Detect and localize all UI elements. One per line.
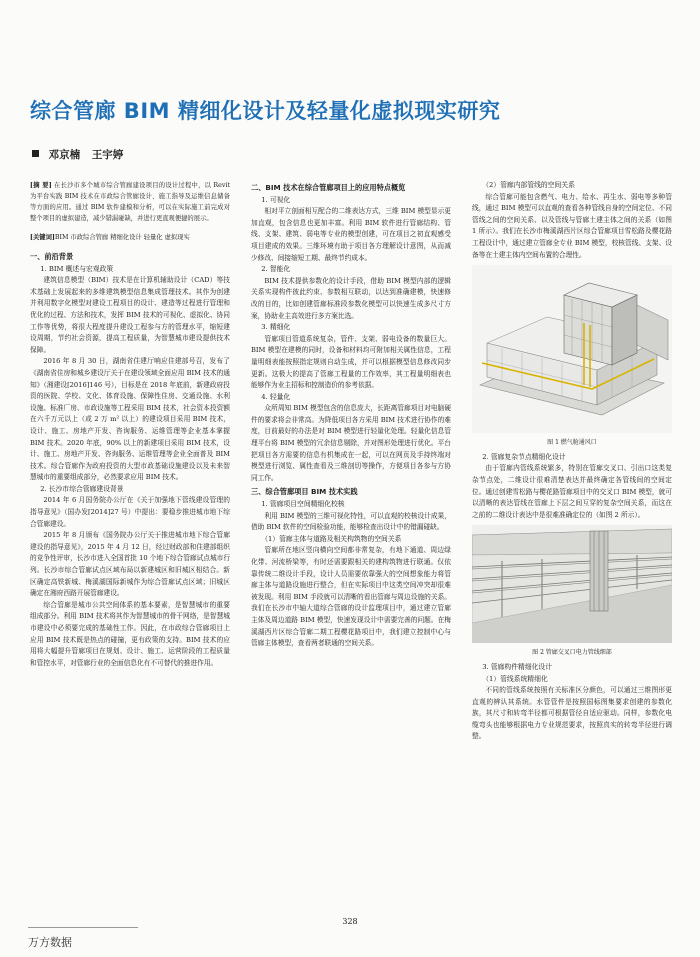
paragraph: 2015 年 8 月颁布《国务院办公厅关于推进城市地下综合管廊建设的指导意见》，2015 年 4 月 12 日，经过财政部和住建部组织的竞争性评审，长沙市进入全国首批 10 个地下综合管廊试点城市行列。长沙市综合管廊试点区域布局以新建城区和旧城区相结合。新区确定高铁新城、梅溪湖国际新城作为综合管廊试点区域；旧城区确定在湘府西路开展管廊建设。 <box>30 531 231 598</box>
subsection-heading: 2. 长沙市综合管廊建设背景 <box>40 484 124 493</box>
keywords-label: [关键词] <box>30 234 55 241</box>
section-heading: 三、综合管廊项目 BIM 技术实践 <box>251 487 358 497</box>
author-2: 王宇婷 <box>91 149 124 161</box>
section-heading: 一、前沿背景 <box>30 252 74 261</box>
paragraph: 综合管廊是城市公共空间体系的基本要素，是智慧城市的重要组成部分。利用 BIM 技术将其作为智慧城市的骨干网络，是智慧城市建设中必须要完成的基础性工作。因此，在市政综合管廊项目上应用 BIM 技术既是热点的碰撞，更有政策的支持。BIM 技术的应用将大幅提升管廊项目在规划、设计、施工、运营阶段的工程质量和管控水平，对管廊行业的全面信息化有不可替代的推进作用。 <box>30 600 230 667</box>
paragraph: 建筑信息模型（BIM）技术是在计算机辅助设计（CAD）等技术基础上发展起来的多维建筑模型信息集成管理技术。其作为创建并利用数字化模型对建设工程项目的设计、建造等过程进行管理和优化的过程、方法和技术，发挥 BIM 技术的可视化、虚拟化、协同工作等优势，将很大程度提升建设工程参与方的管理水平，缩短建设周期，节约社会资源，提高工程质量，为智慧城市建设提供技术保障。 <box>30 276 230 354</box>
paragraph: 管廊所在地区竖向横向空间都非常复杂，有地下通道、周边绿化带、河流桥梁等，有时还需要跟相关的建构筑物进行联通。仅依靠传统二维设计手段，设计人员需要依靠强大的空间想象能力将管廊主体与道路设施进行整合，但在实际项目中这类空间冲突却很难被发现。利用 BIM 手段就可以清晰的看出管廊与周边设施的关系。我们在长沙市中轴大道综合管廊的设计监理项目中，通过建立管廊主体及周边道路 BIM 模型，快速发现设计中需要完善的问题。在梅溪湖西片区综合管廊二期工程樱花路项目中，我们建立控制中心与管廊主体模型，查看两者联通的空间关系。 <box>251 546 451 648</box>
subsection-heading: 3. 精细化 <box>261 323 291 332</box>
tunnel-ventilation-model-image <box>472 265 672 433</box>
subsection-heading: 1. 管廊项目空间精细化校核 <box>261 500 345 509</box>
paragraph: 管廊项目管道系统复杂，管件、支架、弱电设备的数量巨大。BIM 模型在建模的同时，设备和材料均可附加相关属性信息，工程量明细表能按照指定规则自动生成，并可以根据模型信息修改同步更新。这极大的提高了管廊工程量的工作效率，其工程量明细表也能够作为业主招标和控制造价的参考依据。 <box>251 334 451 390</box>
keywords-text: BIM 市政综合管廊 精细化设计 轻量化 虚拟现实 <box>54 234 190 241</box>
page-number: 328 <box>342 917 358 926</box>
paragraph: 众所周知 BIM 模型包含的信息庞大，长距离管廊项目对电脑硬件的要求将会非常高。为降低项目各方采用 BIM 技术进行协作的难度，目前最好的办法是对 BIM 模型进行轻量化处理。轻量化信息管理平台将 BIM 模型的冗余信息剔除，并对图形处理进行优化。平台把项目各方需要的信息有机集成在一起，可以在网页及手持终端对模型进行浏览、属性查看及三维剖切等操作，方便项目各参与方协同工作。 <box>251 404 451 482</box>
column-1 <box>30 180 230 669</box>
figure-2-caption: 图 2 管廊交叉口电力管线细部 <box>532 648 612 656</box>
subsection-heading: 2. 智能化 <box>261 265 291 274</box>
keywords <box>30 232 230 243</box>
paragraph: BIM 技术提供参数化的设计手段，借助 BIM 模型内部的逻辑关系实现构件彼此约束、参数相互联动，以达到准确建模，快速修改的目的，比如创建管廊标准段参数化模型可以快速生成多尺寸方案，协助业主高效进行多方案比选。 <box>251 276 451 320</box>
author-1: 邓京楠 <box>48 149 81 161</box>
author-marker-icon <box>32 150 39 157</box>
subsection-heading: 2. 管廊复杂节点精细化设计 <box>482 452 566 461</box>
column-2 <box>251 180 451 650</box>
footer-divider <box>28 927 138 928</box>
page-title: 综合管廊 BIM 精细化设计及轻量化虚拟现实研究 <box>30 99 501 123</box>
subsection-heading: 3. 管廊构件精细化设计 <box>482 662 553 671</box>
paragraph: 利用 BIM 模型的三维可视化特性，可以直观的校核设计成果，借助 BIM 软件的空间检验功能，能够检查出设计中的错漏碰缺。 <box>251 511 451 532</box>
paragraph: 相对平立剖面相互配合的二维表达方式，三维 BIM 模型显示更加直观，包含信息也更加丰富。利用 BIM 软件进行管廊结构、管线、支架、建筑、弱电等专业的模型创建，可在项目之初直观感受项目建成的效果。三维环境有助于项目各方理解设计意图，从而减少修改、间接缩短工期、最终节约成本。 <box>251 207 451 262</box>
abstract <box>30 180 230 224</box>
paragraph: 2016 年 8 月 30 日，湖南省住建厅响应住建部号召，发布了《湖南省住房和城乡建设厅关于在建设领域全面应用 BIM 技术的通知》（湘建设[2016]146 号），目标是在 2018 年底前，新建政府投资的医院、学校、文化、体育设施、保障性住房、交通设施、水利设施、标准厂房、市政设施等工程采用 BIM 技术，社会资本投资额在六千万元以上（或 2 万 m² 以上）的建设项目采用 BIM 技术，设计、施工、房地产开发、咨询服务、运维管理等企业基本掌握 BIM 技术。2020 年底，90% 以上的新建项目采用 BIM 技术，设计、施工、房地产开发、咨询服务、运维管理等企业全面普及 BIM 技术。综合管廊作为政府投资的大型市政基础设施建设以及未来智慧城市的重要组成部分，必然要求应用 BIM 技术。 <box>30 357 230 482</box>
subsection-heading: 1. 可视化 <box>261 195 291 204</box>
subsection-heading: 4. 轻量化 <box>261 392 291 401</box>
figure-1-caption: 图 1 燃气舱通风口 <box>547 438 597 446</box>
abstract-label: [摘 要] <box>30 182 52 189</box>
abstract-text: 在长沙市多个城市综合管廊建设项目的设计过程中，以 Revit 为平台实践 BIM 技术在市政综合管廊设计、施工指导及运维信息储备等方面的应用。通过 BIM 软件建模和分析，可以在实际施工前完成对整个项目的虚拟建造，减少错漏碰缺，并进行更直观便捷的展示。 <box>30 182 230 222</box>
subsection-heading: （1）管线系统精细化 <box>482 674 548 683</box>
tunnel-intersection-model-image <box>472 525 672 643</box>
figure-2 <box>472 525 672 658</box>
column-3 <box>472 180 672 743</box>
paragraph: 由于管廊内管线系统繁多，特别在管廊交叉口、引出口这类复杂节点处，二维设计很难清楚表达并最终确定各管线间的空间定位。通过创建雪松路与樱花路管廊项目中的交叉口 BIM 模型，就可以清晰的表达管线在管廊上下层之间互穿的复杂空间关系，而这在之前的二维设计表达中是很难准确定位的（如图 2 所示）。 <box>472 464 672 519</box>
section-heading: 二、BIM 技术在综合管廊项目上的应用特点概览 <box>251 183 406 192</box>
paragraph: 2014 年 6 月国务院办公厅在《关于加强地下管线建设管理的指导意见》（国办发[2014]27 号）中提出：要稳步推进城市地下综合管廊建设。 <box>30 496 230 528</box>
authors <box>32 147 131 162</box>
paragraph: 综合管廊可能包含燃气、电力、给水、再生水、弱电等多种管线，通过 BIM 模型可以直观的查看各种管线自身的空间定位、不同管线之间的空间关系、以及管线与管廊土建主体之间的关系（如图 1 所示）。我们在长沙市梅溪湖西片区综合管廊项目雪松路及樱花路工程设计中，通过建立管廊全专业 BIM 模型，校核管线、支架、设备等在土建主体内空间布置的合理性。 <box>472 192 672 259</box>
subsection-heading: （2）管廊内部管线的空间关系 <box>482 181 575 189</box>
subsection-heading: （1）管廊主体与道路及相关构筑物的空间关系 <box>261 534 402 543</box>
figure-1 <box>472 265 672 448</box>
subsection-heading: 1. BIM 概述与宏观政策 <box>40 264 114 273</box>
footer-source: 万方数据 <box>28 936 72 949</box>
paragraph: 不同的管线系统按照有关标准区分颜色，可以通过三维图形更直观的辨认其系统。水管管件是按照国标图集要求创建的参数化族，其尺寸和转弯半径都可根据管径自适应驱动。同样，参数化电缆弯头也能够根据电力专业规范要求，按照真实的转弯半径进行调整。 <box>472 686 672 741</box>
